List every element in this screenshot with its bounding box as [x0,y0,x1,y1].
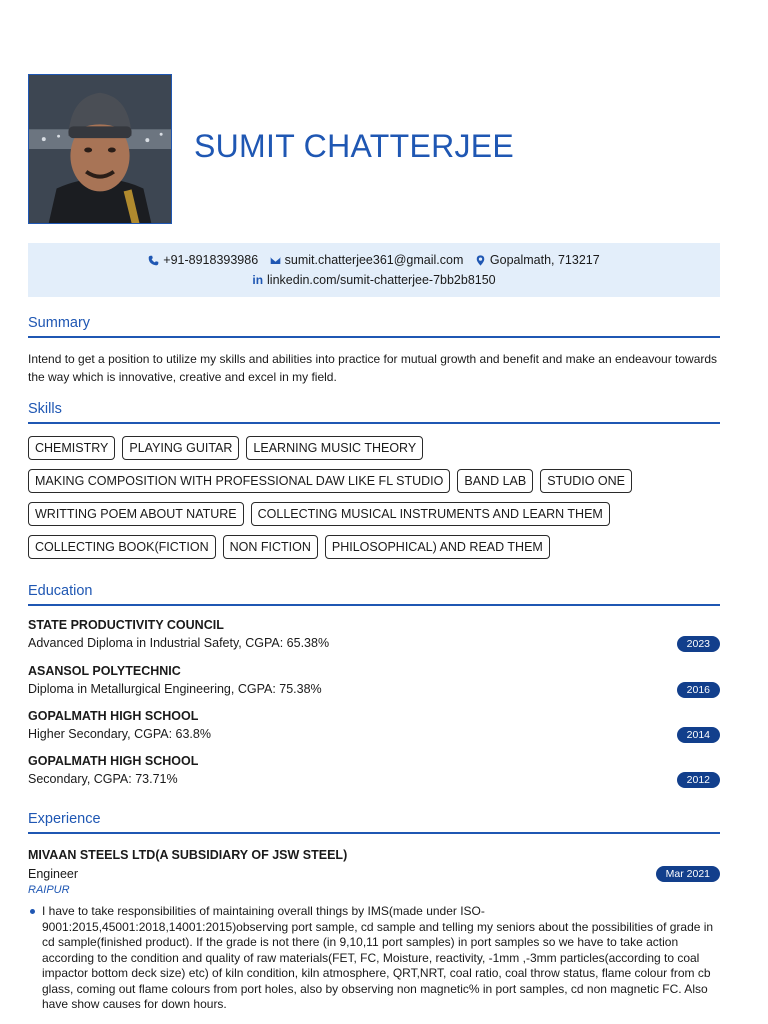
skill-row [28,436,728,460]
location-text: Gopalmath, 713217 [489,253,600,267]
institution-name: GOPALMATH HIGH SCHOOL [28,754,199,768]
contact-bar [28,243,720,297]
job-location: RAIPUR [28,884,70,896]
phone-icon [148,255,159,266]
year-badge: 2014 [677,727,720,743]
education-item [28,708,720,742]
contact-location [475,253,600,267]
experience-bullet: I have to take responsibilities of maintaining overall things by IMS(made under ISO-9001:2015,45001:2018,14001:2015)observing port sample, cd sample and telling my seniors about the possibilities of grade in cd sample(finished product). If the grade is not there (in 9,10,11 port samples) in port samples so we have to take action according to the condition and quality of raw materials(FET, FC, Moisture, reactivity, -1mm ,-3mm particles(according to coal impactor bottom deck size) etc) of kiln condition, kiln atmosphere, QRT,NRT, coal ratio, coal throw status, flame colour from cb glass, coming out flame colours from port holes, also by observing non magnetic% in port samples, cd non magnetic FC. Also have show causes for down hours. [28,904,718,1013]
skill-chip: BAND LAB [457,469,533,493]
education-heading: Education [28,583,720,606]
job-title: Engineer [28,867,79,881]
profile-photo [28,74,172,224]
skill-row [28,502,728,526]
degree-text: Diploma in Metallurgical Engineering, CGPA: 75.38% [28,682,322,696]
person-illustration [29,75,171,223]
map-pin-icon [475,255,486,266]
linkedin-text: linkedin.com/sumit-chatterjee-7bb2b8150 [267,273,496,287]
institution-name: GOPALMATH HIGH SCHOOL [28,709,199,723]
skill-chip: LEARNING MUSIC THEORY [246,436,423,460]
summary-text: Intend to get a position to utilize my skills and abilities into practice for mutual growth and benefit and make an endeavour towards the way which is innovative, creative and excel in my field. [28,352,718,384]
contact-email[interactable] [270,253,464,267]
company-name: MIVAAN STEELS LTD(A SUBSIDIARY OF JSW STEEL) [28,848,348,862]
skill-row [28,535,728,559]
skill-chip: WRITTING POEM ABOUT NATURE [28,502,244,526]
year-badge: 2023 [677,636,720,652]
skill-chip: STUDIO ONE [540,469,632,493]
institution-name: STATE PRODUCTIVITY COUNCIL [28,618,224,632]
email-text: sumit.chatterjee361@gmail.com [284,253,464,267]
education-item [28,753,720,787]
education-item [28,663,720,697]
year-badge: 2012 [677,772,720,788]
skills-heading: Skills [28,401,720,424]
skill-chip: COLLECTING MUSICAL INSTRUMENTS AND LEARN THEM [251,502,610,526]
contact-linkedin[interactable] [252,273,495,287]
degree-text: Secondary, CGPA: 73.71% [28,772,178,786]
skills-list [28,436,728,568]
year-badge: 2016 [677,682,720,698]
institution-name: ASANSOL POLYTECHNIC [28,664,181,678]
experience-item [28,847,720,897]
skill-chip: MAKING COMPOSITION WITH PROFESSIONAL DAW LIKE FL STUDIO [28,469,450,493]
summary-heading: Summary [28,315,720,338]
skill-chip: NON FICTION [223,535,318,559]
experience-heading: Experience [28,811,720,834]
candidate-name: SUMIT CHATTERJEE [194,128,515,164]
contact-row-secondary [28,273,720,287]
skill-chip: PLAYING GUITAR [122,436,239,460]
envelope-icon [270,255,281,266]
date-badge: Mar 2021 [656,866,720,882]
contact-phone[interactable] [148,253,258,267]
linkedin-icon: in [252,273,264,287]
degree-text: Higher Secondary, CGPA: 63.8% [28,727,211,741]
phone-text: +91-8918393986 [163,253,259,267]
skill-row [28,469,728,493]
skill-chip: PHILOSOPHICAL) AND READ THEM [325,535,550,559]
skill-chip: CHEMISTRY [28,436,115,460]
degree-text: Advanced Diploma in Industrial Safety, CGPA: 65.38% [28,636,330,650]
skill-chip: COLLECTING BOOK(FICTION [28,535,216,559]
contact-row-primary [28,253,720,269]
education-item [28,617,720,651]
